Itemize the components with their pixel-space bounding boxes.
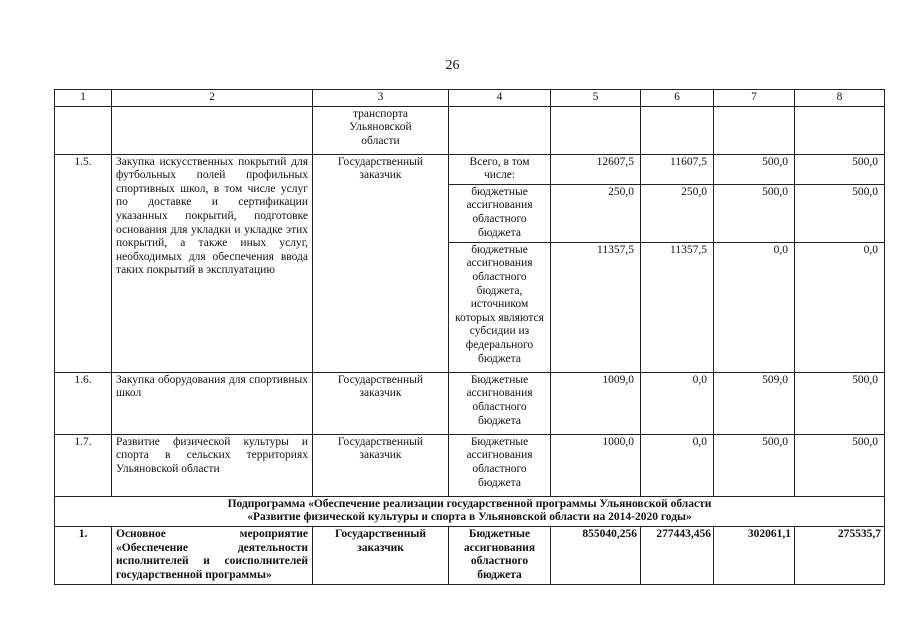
value-cell: 500,0: [714, 154, 795, 184]
value-cell: 500,0: [714, 434, 795, 496]
table-cell: [449, 106, 551, 154]
value-cell: 500,0: [795, 372, 885, 434]
value-cell: 500,0: [795, 154, 885, 184]
funding-source: бюджетные ассигнования областного бюджета: [449, 184, 551, 242]
table-cell: [795, 106, 885, 154]
customer: Государственный заказчик: [313, 434, 449, 496]
value-cell: 0,0: [714, 242, 795, 372]
table-cell: [551, 106, 641, 154]
value-cell: 0,0: [641, 372, 714, 434]
funding-source: Бюджетные ассигнования областного бюджета: [449, 372, 551, 434]
customer: Государственный заказчик: [313, 526, 449, 584]
value-cell: 11357,5: [641, 242, 714, 372]
row-number: 1.6.: [55, 372, 112, 434]
measure-name: Основное мероприятие «Обеспечение деятельности исполнителей и соисполнителей государственной программы»: [112, 526, 313, 584]
page-number: 26: [445, 58, 460, 73]
value-cell: 277443,456: [641, 526, 714, 584]
column-header: 4: [449, 90, 551, 107]
value-cell: 500,0: [795, 434, 885, 496]
row-number: 1.: [55, 526, 112, 584]
funding-source: Всего, в том числе:: [449, 154, 551, 184]
column-header: 7: [714, 90, 795, 107]
value-cell: 275535,7: [795, 526, 885, 584]
column-header: 6: [641, 90, 714, 107]
funding-source: бюджетные ассигнования областного бюджета, источником которых являются субсидии из федерального бюджета: [449, 242, 551, 372]
value-cell: 1000,0: [551, 434, 641, 496]
column-number-row: [55, 90, 885, 107]
customer: Государственный заказчик: [313, 372, 449, 434]
value-cell: 1009,0: [551, 372, 641, 434]
funding-source: Бюджетные ассигнования областного бюджета: [449, 526, 551, 584]
value-cell: 302061,1: [714, 526, 795, 584]
column-header: 1: [55, 90, 112, 107]
table-cell: [112, 106, 313, 154]
table-row-1-6: [55, 372, 885, 434]
value-cell: 0,0: [795, 242, 885, 372]
column-header: 5: [551, 90, 641, 107]
table-cell: [714, 106, 795, 154]
measure-name: Закупка оборудования для спортивных школ: [112, 372, 313, 434]
table-row-1-5: [55, 154, 885, 184]
table-cell: [55, 106, 112, 154]
value-cell: 11607,5: [641, 154, 714, 184]
funding-source: Бюджетные ассигнования областного бюджета: [449, 434, 551, 496]
value-cell: 855040,256: [551, 526, 641, 584]
subprogram-line-1: Подпрограмма «Обеспечение реализации государственной программы Ульяновской области: [227, 497, 712, 510]
subprogram-heading: [55, 496, 885, 526]
customer: Государственный заказчик: [313, 154, 449, 372]
column-header: 3: [313, 90, 449, 107]
row-number: 1.5.: [55, 154, 112, 372]
table-row-main: [55, 526, 885, 584]
value-cell: 250,0: [641, 184, 714, 242]
value-cell: 0,0: [641, 434, 714, 496]
value-cell: 11357,5: [551, 242, 641, 372]
column-header: 2: [112, 90, 313, 107]
value-cell: 12607,5: [551, 154, 641, 184]
measure-name: Закупка искусственных покрытий для футбольных полей профильных спортивных школ, в том числе услуг по доставке и сертификации указанных покрытий, подготовке основания для укладки и укладке этих покрытий, а также иных услуг, необходимых для обеспечения ввода таких покрытий в эксплуатацию: [112, 154, 313, 372]
value-cell: 509,0: [714, 372, 795, 434]
table-row-continuation: [55, 106, 885, 154]
column-header: 8: [795, 90, 885, 107]
subprogram-line-2: «Развитие физической культуры и спорта в Ульяновской области на 2014-2020 годы»: [247, 511, 692, 524]
value-cell: 500,0: [714, 184, 795, 242]
measure-name: Развитие физической культуры и спорта в сельских территориях Ульяновской области: [112, 434, 313, 496]
continuation-text: транспорта Ульяновской области: [313, 106, 449, 154]
value-cell: 250,0: [551, 184, 641, 242]
row-number: 1.7.: [55, 434, 112, 496]
budget-table: [54, 89, 885, 585]
subprogram-heading-row: [55, 496, 885, 526]
table-cell: [641, 106, 714, 154]
value-cell: 500,0: [795, 184, 885, 242]
table-row-1-7: [55, 434, 885, 496]
